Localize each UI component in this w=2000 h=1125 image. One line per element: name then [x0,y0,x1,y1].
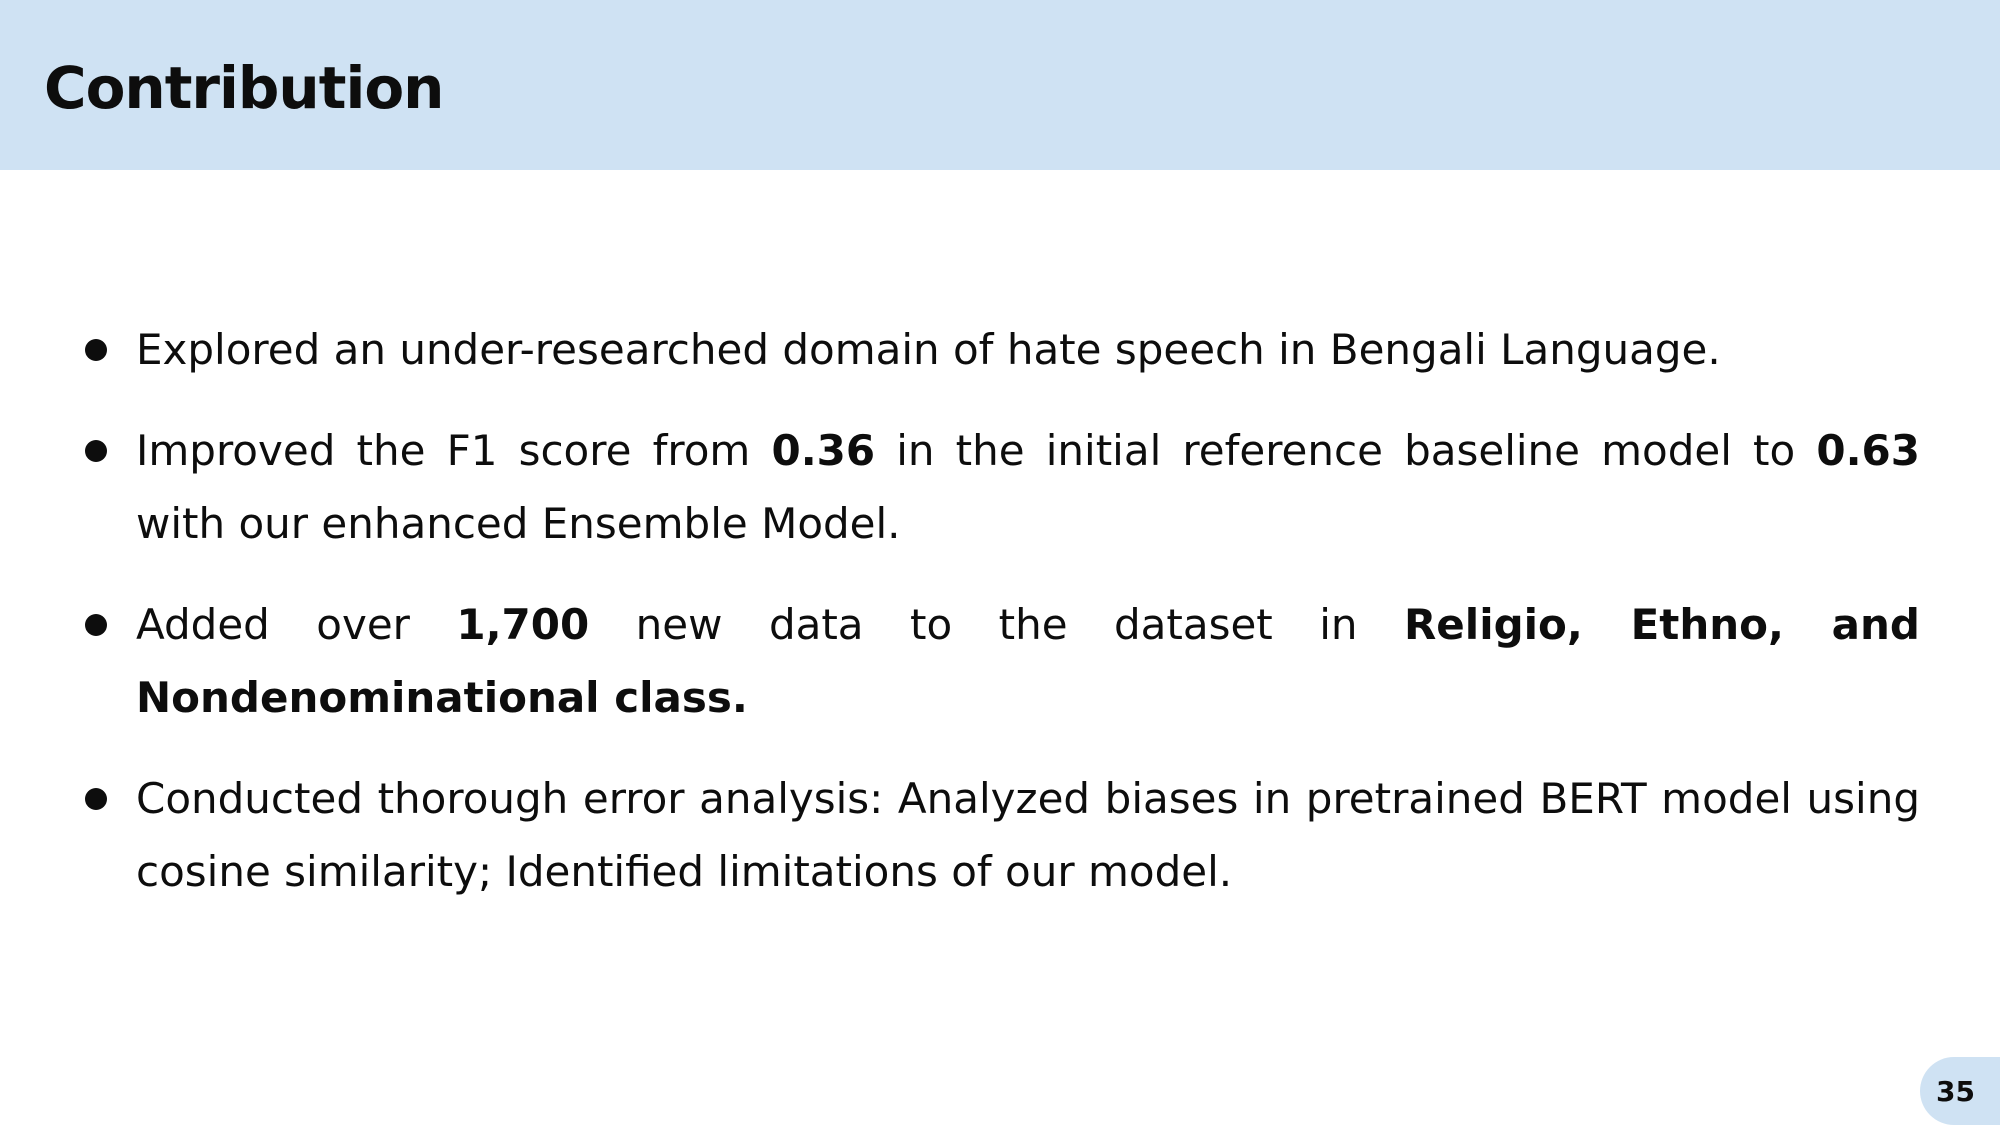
bullet-highlight: 1,700 [456,600,590,649]
bullet-list [80,313,1920,936]
bullet-text: in the initial reference baseline model to [875,426,1817,475]
bullet-dot-icon [85,339,107,361]
page-number-badge [1920,1057,2000,1125]
page-number: 35 [1936,1075,1975,1108]
bullet-text: new data to the dataset in [589,600,1404,649]
bullet-text: Conducted thorough error analysis: Analyzed biases in pretrained BERT model using cosine similarity; Identified limitations of our model. [136,774,1920,896]
bullet-item [80,588,1920,734]
header-band [0,0,2000,170]
bullet-dot-icon [85,788,107,810]
bullet-highlight: 0.63 [1816,426,1920,475]
bullet-text: Explored an under-researched domain of hate speech in Bengali Language. [136,325,1721,374]
bullet-text: Improved the F1 score from [136,426,772,475]
bullet-highlight: Religio, Ethno, and Nondenominational class. [136,600,1920,722]
slide-title: Contribution [44,54,444,122]
bullet-dot-icon [85,440,107,462]
bullet-text: Added over [136,600,457,649]
bullet-item [80,762,1920,908]
bullet-item [80,414,1920,560]
bullet-dot-icon [85,614,107,636]
bullet-text: with our enhanced Ensemble Model. [136,499,901,548]
bullet-item [80,313,1920,386]
bullet-highlight: 0.36 [771,426,876,475]
